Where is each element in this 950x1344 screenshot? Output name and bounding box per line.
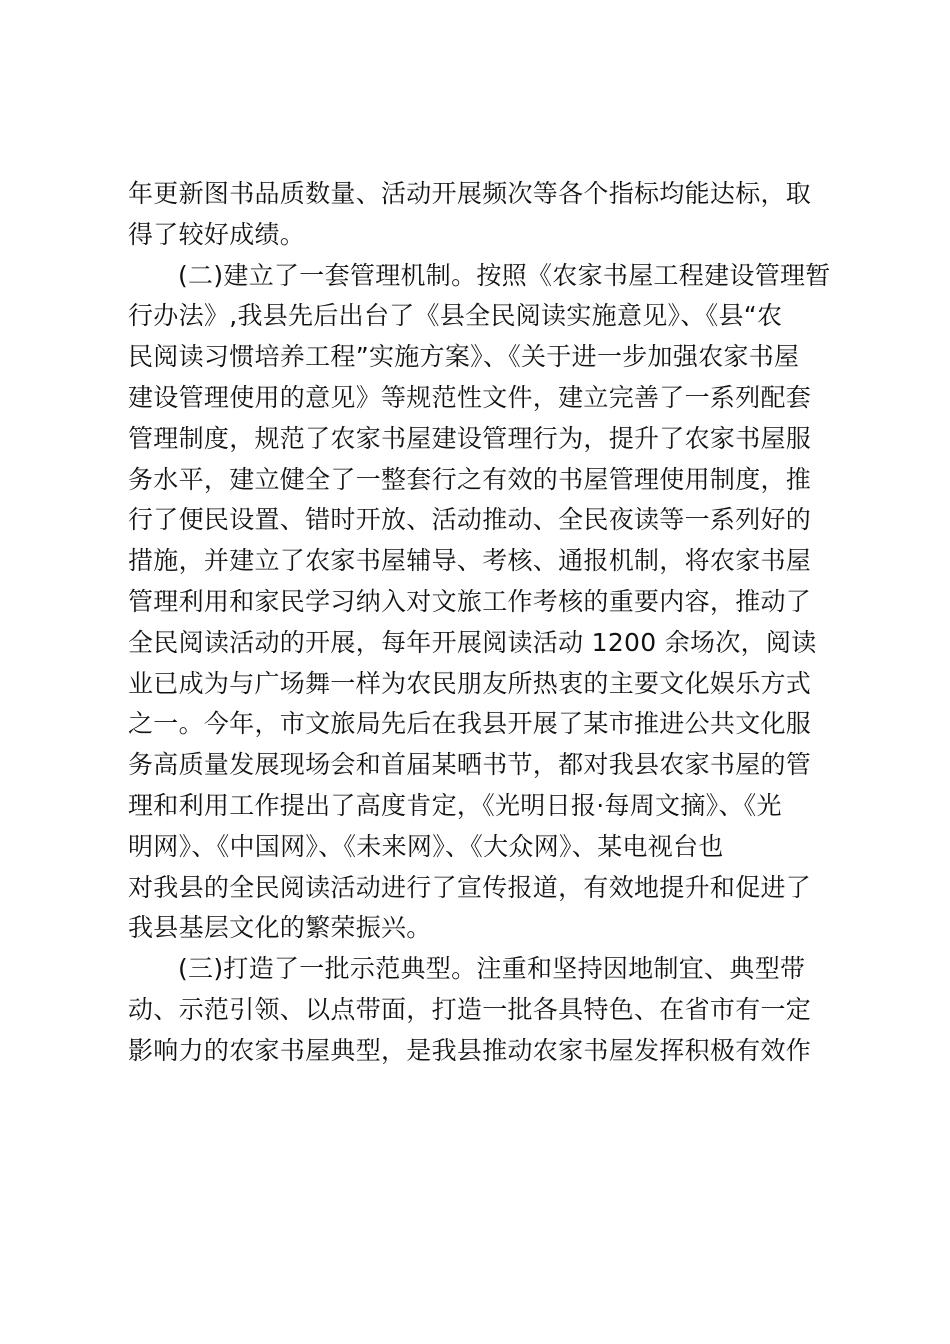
text-line-16: 理和利用工作提出了高度肯定，《光明日报·每周文摘》、《光 (128, 790, 782, 820)
text-line-6: 建设管理使用的意见》等规范性文件，建立完善了一系列配套 (128, 382, 812, 412)
text-line-13: 业已成为与广场舞一样为农民朋友所热衷的主要文化娱乐方式 (128, 668, 812, 698)
section-three-heading-line: (三)打造了一批示范典型。注重和坚持因地制宜、典型带 (178, 954, 806, 984)
text-line-8: 务水平，建立健全了一整套行之有效的书屋管理使用制度，推 (128, 464, 812, 494)
body-text (128, 174, 831, 1072)
text-line-7: 管理制度，规范了农家书屋建设管理行为，提升了农家书屋服 (128, 423, 812, 453)
text-line-22: 影响力的农家书屋典型，是我县推动农家书屋发挥积极有效作 (128, 1035, 812, 1065)
section-two-heading-line: (二)建立了一套管理机制。按照《农家书屋工程建设管理暂 (178, 260, 831, 290)
text-line-11: 管理利用和家民学习纳入对文旅工作考核的重要内容，推动了 (128, 586, 812, 616)
text-line-19: 我县基层文化的繁荣振兴。 (128, 913, 432, 943)
text-line-9: 行了便民设置、错时开放、活动推动、全民夜读等一系列好的 (128, 505, 812, 535)
text-line-21: 动、示范引领、以点带面，打造一批各具特色、在省市有一定 (128, 994, 812, 1024)
text-line-5: 民阅读习惯培养工程”实施方案》、《关于进一步加强农家书屋 (128, 342, 800, 372)
text-line-17: 明网》、《中国网》、《未来网》、《大众网》、某电视台也 (128, 831, 724, 861)
text-line-15: 务高质量发展现场会和首届某晒书节，都对我县农家书屋的管 (128, 750, 812, 780)
text-line-18: 对我县的全民阅读活动进行了宣传报道，有效地提升和促进了 (128, 872, 812, 902)
text-line-12: 全民阅读活动的开展，每年开展阅读活动 1200 余场次，阅读 (128, 627, 817, 657)
text-line-14: 之一。今年，市文旅局先后在我县开展了某市推进公共文化服 (128, 709, 812, 739)
text-line-2: 得了较好成绩。 (128, 219, 306, 249)
text-line-4: 行办法》,我县先后出台了《县全民阅读实施意见》、《县“农 (128, 301, 783, 331)
text-line-1: 年更新图书品质数量、活动开展频次等各个指标均能达标，取 (128, 179, 812, 208)
text-line-10: 措施，并建立了农家书屋辅导、考核、通报机制，将农家书屋 (128, 546, 812, 576)
